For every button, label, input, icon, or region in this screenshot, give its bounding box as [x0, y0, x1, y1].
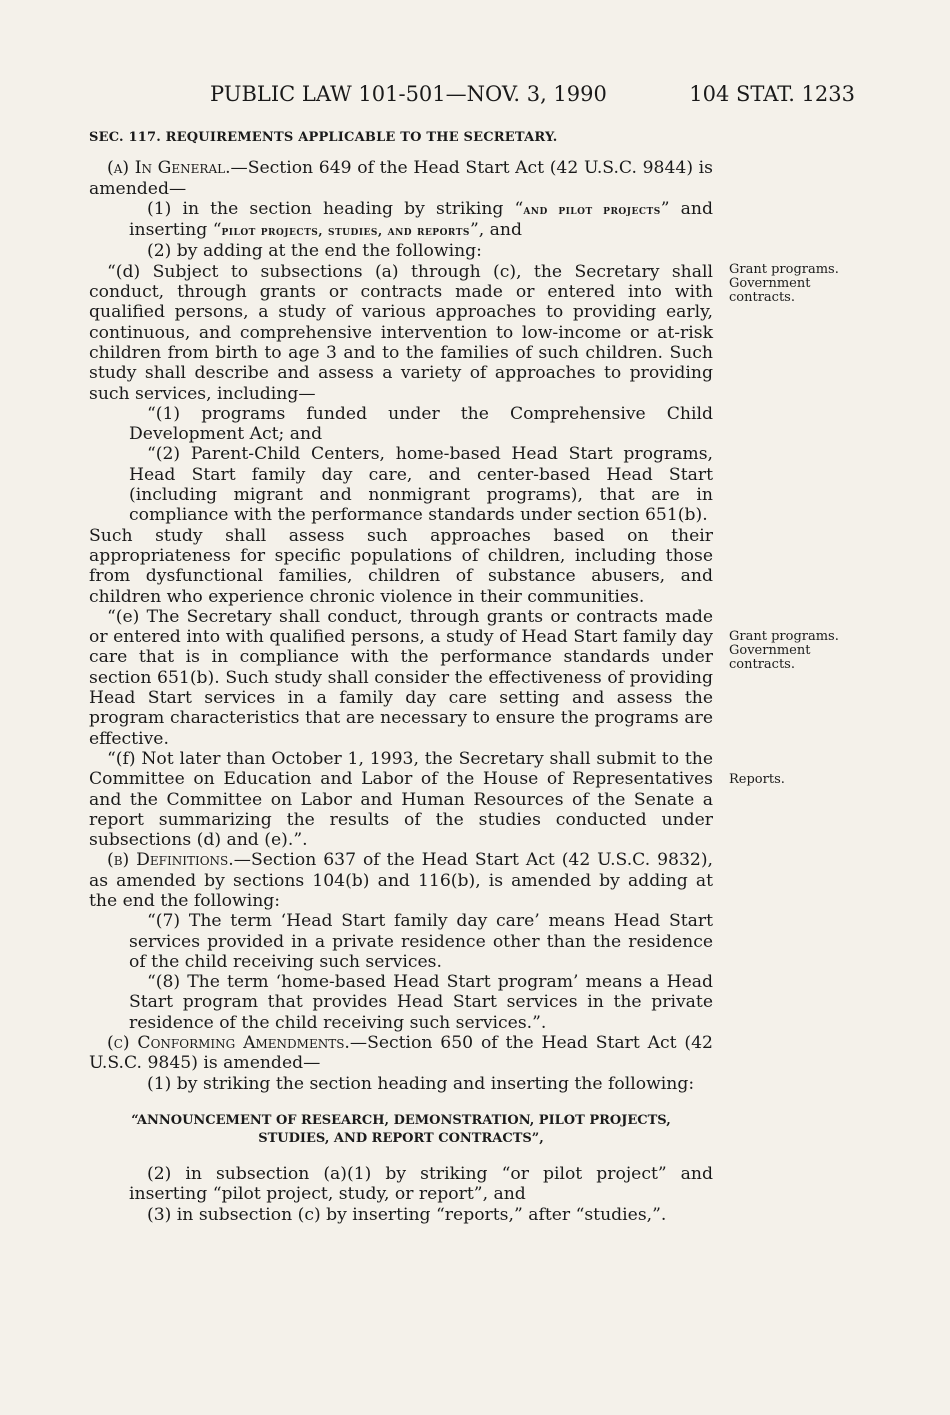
subsection-a-label: (a) In General. — [107, 158, 231, 179]
margin-note-grants-1 — [729, 263, 869, 305]
page-header — [210, 82, 855, 112]
margin-note-line: Grant programs. — [729, 629, 839, 644]
paragraph-a2: (2) by adding at the end the following: — [147, 241, 482, 262]
paragraph-c2: (2) in subsection (a)(1) by striking “or pilot project” and inserting “pilot project, study, or report”, and — [129, 1163, 713, 1205]
a1-struck-text: and pilot projects — [523, 201, 661, 217]
inserted-heading-line1: “ANNOUNCEMENT OF RESEARCH, DEMONSTRATION, PILOT PROJECTS, — [131, 1112, 671, 1128]
subsection-b-text: —Section 637 of the Head Start Act (42 U.S.C. 9832), as amended by sections 104(b) and 116(b), is amended by adding at the end the following: — [89, 850, 713, 911]
a1-text-mid: ” and inserting “ — [129, 198, 713, 241]
subsection-a — [89, 158, 713, 199]
document-body — [89, 128, 713, 1225]
definition-8: “(8) The term ‘home-based Head Start program’ means a Head Start program that provides Head Start services in the private residence of the child receiving such services.”. — [129, 972, 713, 1033]
subsection-d-1: “(1) programs funded under the Comprehensive Child Development Act; and — [129, 403, 713, 445]
subsection-a-text: —Section 649 of the Head Start Act (42 U.S.C. 9844) is amended— — [89, 158, 713, 199]
a1-text-post: ”, and — [469, 220, 522, 241]
a1-inserted-text: pilot projects, studies, and reports — [221, 223, 470, 239]
subsection-e: “(e) The Secretary shall conduct, through grants or contracts made or entered into with qualified persons, a study of Head Start family day care that is in compliance with the performance standards under section 651(b). Such study shall consider the effectiveness of providing Head Start services in a family day care setting and assess the program characteristics that are necessary to ensure the programs are effective. — [89, 606, 713, 749]
margin-note-line: contracts. — [729, 290, 795, 305]
statute-page-number: 104 STAT. 1233 — [689, 82, 855, 106]
inserted-heading-line2: STUDIES, AND REPORT CONTRACTS”, — [258, 1130, 544, 1146]
public-law-citation: PUBLIC LAW 101-501—NOV. 3, 1990 — [210, 82, 607, 106]
definition-7: “(7) The term ‘Head Start family day care’ means Head Start services provided in a private residence other than the residence of the child receiving such services. — [129, 911, 713, 972]
margin-note-line: Government — [729, 276, 811, 291]
paragraph-c3: (3) in subsection (c) by inserting “reports,” after “studies,”. — [147, 1204, 667, 1225]
subsection-d-2: “(2) Parent-Child Centers, home-based Head Start programs, Head Start family day care, and center-based Head Start (including migrant and nonmigrant programs), that are in compliance with the performance standards under section 651(b). — [129, 444, 713, 526]
subsection-d: “(d) Subject to subsections (a) through (c), the Secretary shall conduct, through grants or contracts made or entered into with qualified persons, a study of various approaches to providing early, continuous, and comprehensive intervention to low-income or at-risk children from birth to age 3 and to the families of such children. Such study shall describe and assess a variety of approaches to providing such services, including— — [89, 261, 713, 404]
subsection-b — [89, 850, 713, 911]
margin-note-reports — [729, 773, 869, 787]
margin-note-line: Reports. — [729, 772, 785, 787]
margin-note-line: Grant programs. — [729, 262, 839, 277]
paragraph-c1: (1) by striking the section heading and inserting the following: — [147, 1073, 695, 1094]
subsection-b-label: (b) Definitions. — [107, 850, 234, 871]
margin-note-line: contracts. — [729, 657, 795, 672]
margin-note-grants-2 — [729, 630, 869, 672]
subsection-d-tail: Such study shall assess such approaches based on their appropriateness for specific populations of children, including those from dysfunctional families, children of substance abusers, and children who experience chronic violence in their communities. — [89, 525, 713, 607]
subsection-c — [89, 1033, 713, 1074]
margin-note-line: Government — [729, 643, 811, 658]
subsection-c-label: (c) Conforming Amendments. — [107, 1033, 350, 1054]
a1-text-pre: (1) in the section heading by striking “ — [147, 198, 524, 219]
subsection-c-text: —Section 650 of the Head Start Act (42 U.S.C. 9845) is amended— — [89, 1033, 713, 1074]
paragraph-a1 — [89, 199, 713, 242]
inserted-section-heading — [89, 1112, 713, 1148]
subsection-f: “(f) Not later than October 1, 1993, the Secretary shall submit to the Committee on Education and Labor of the House of Representatives and the Committee on Labor and Human Resources of the Senate a report summarizing the results of the studies conducted under subsections (d) and (e).”. — [89, 748, 713, 851]
section-heading: SEC. 117. REQUIREMENTS APPLICABLE TO THE SECRETARY. — [89, 130, 558, 145]
